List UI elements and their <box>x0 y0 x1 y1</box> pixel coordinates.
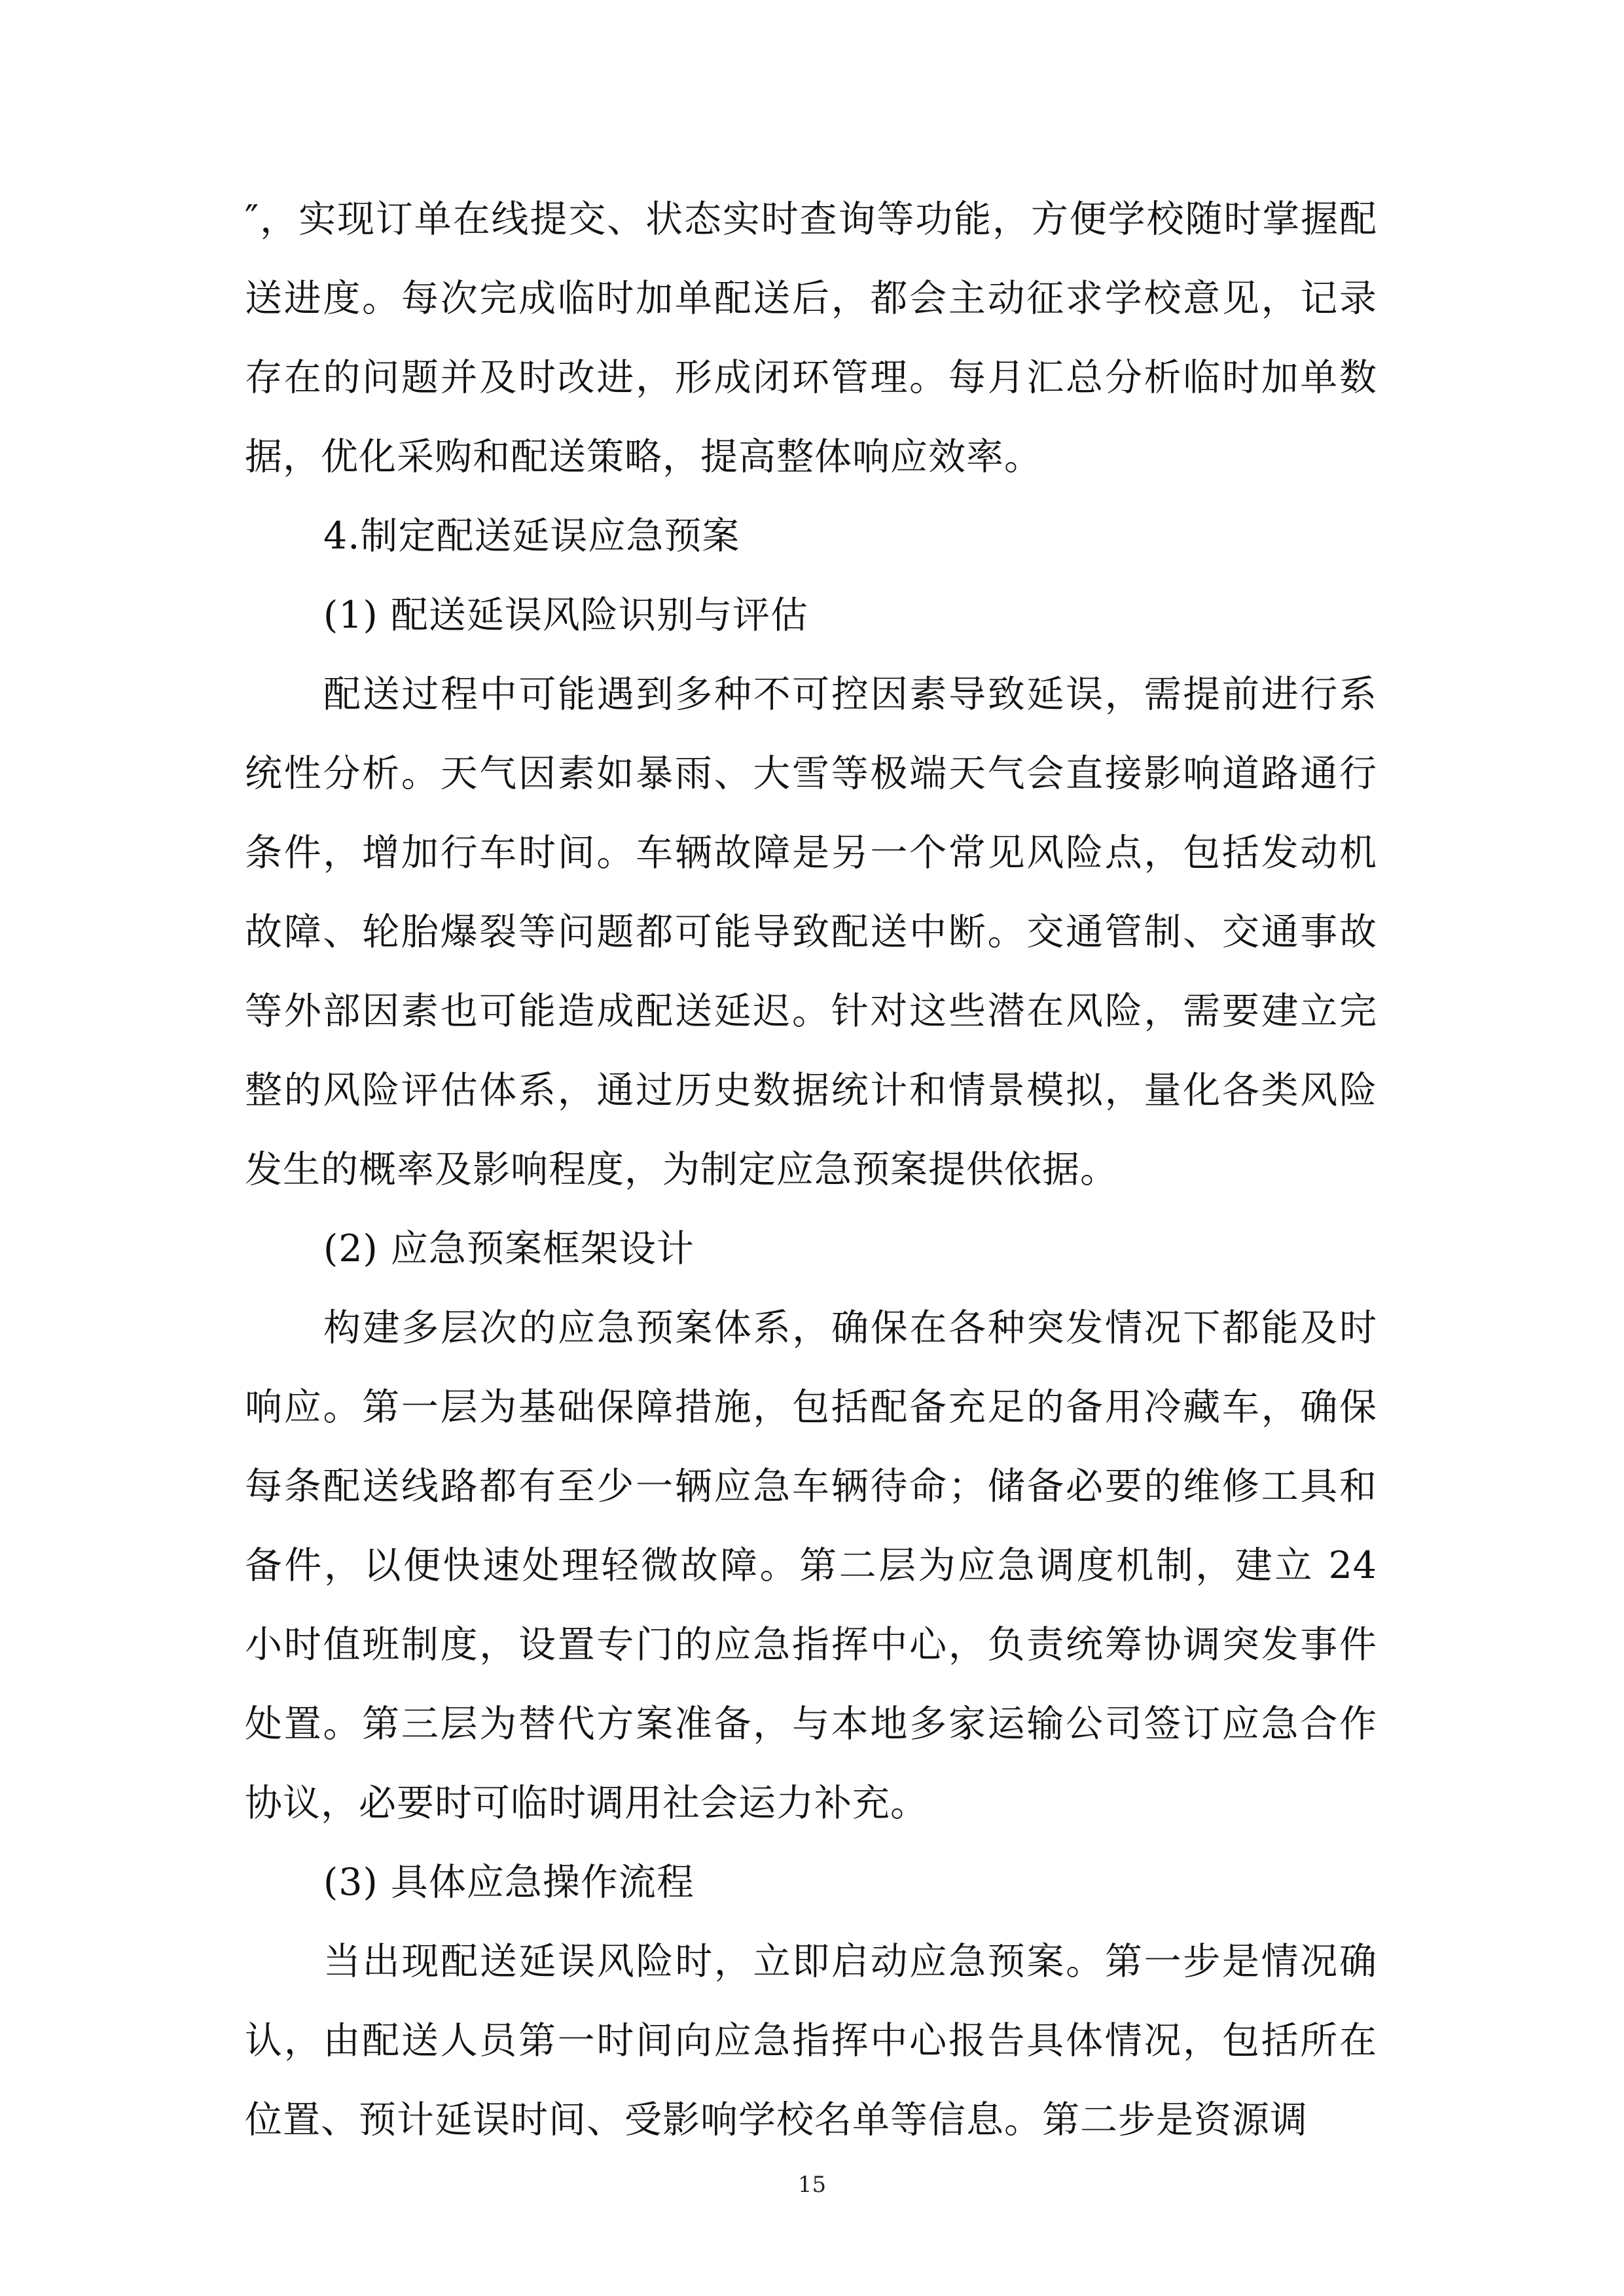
page-number: 15 <box>797 2172 827 2198</box>
section-heading-4: 4.制定配送延误应急预案 <box>323 514 740 558</box>
subheading-operation-process: (3) 具体应急操作流程 <box>323 1861 695 1904</box>
page-body <box>245 180 1377 2160</box>
paragraph-operation: 当出现配送延误风险时，立即启动应急预案。第一步是情况确认，由配送人员第一时间向应急指挥中心报告具体情况，包括所在位置、预计延误时间、受影响学校名单等信息。第二步是资源调 <box>245 1940 1377 2142</box>
paragraph-continuation: ″，实现订单在线提交、状态实时查询等功能，方便学校随时掌握配送进度。每次完成临时加单配送后，都会主动征求学校意见，记录存在的问题并及时改进，形成闭环管理。每月汇总分析临时加单数据，优化采购和配送策略，提高整体响应效率。 <box>245 198 1377 478</box>
paragraph-framework: 构建多层次的应急预案体系，确保在各种突发情况下都能及时响应。第一层为基础保障措施，包括配备充足的备用冷藏车，确保每条配送线路都有至少一辆应急车辆待命；储备必要的维修工具和备件，以便快速处理轻微故障。第二层为应急调度机制，建立 24 小时值班制度，设置专门的应急指挥中心，负责统筹协调突发事件处置。第三层为替代方案准备，与本地多家运输公司签订应急合作协议，必要时可临时调用社会运力补充。 <box>245 1306 1377 1825</box>
subheading-risk-identification: (1) 配送延误风险识别与评估 <box>323 594 808 637</box>
subheading-framework-design: (2) 应急预案框架设计 <box>323 1227 695 1270</box>
paragraph-risk-analysis: 配送过程中可能遇到多种不可控因素导致延误，需提前进行系统性分析。天气因素如暴雨、大雪等极端天气会直接影响道路通行条件，增加行车时间。车辆故障是另一个常见风险点，包括发动机故障、轮胎爆裂等问题都可能导致配送中断。交通管制、交通事故等外部因素也可能造成配送延迟。针对这些潜在风险，需要建立完整的风险评估体系，通过历史数据统计和情景模拟，量化各类风险发生的概率及影响程度，为制定应急预案提供依据。 <box>245 673 1377 1191</box>
